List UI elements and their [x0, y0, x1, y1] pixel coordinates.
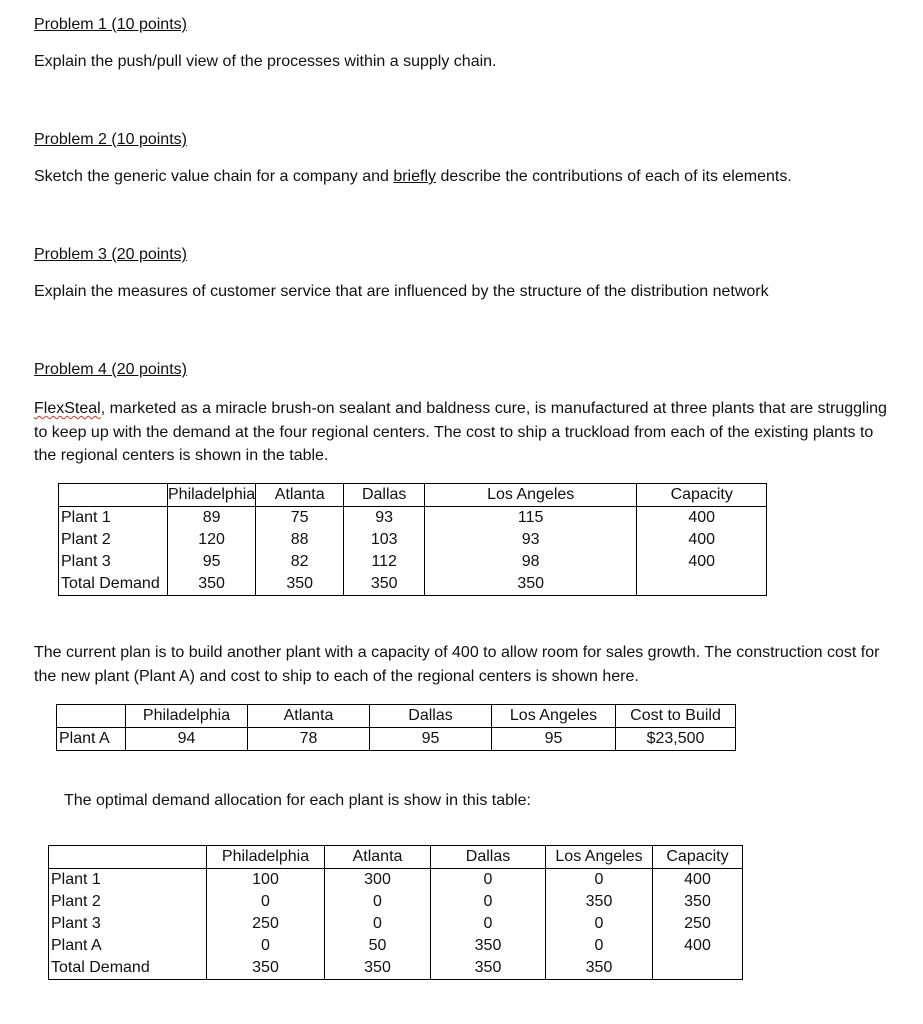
table-cell: 93 — [344, 507, 425, 530]
table-header-cell: Philadelphia — [168, 484, 256, 507]
row-label: Plant 1 — [49, 869, 207, 892]
table-cell: 93 — [425, 529, 637, 551]
table-row — [49, 891, 743, 913]
table-header-cell: Dallas — [344, 484, 425, 507]
table-cell: 350 — [431, 957, 546, 980]
table-cell: 250 — [207, 913, 325, 935]
table-cell: 350 — [325, 957, 431, 980]
table-header-cell: Los Angeles — [492, 705, 616, 728]
row-label: Plant A — [49, 935, 207, 957]
allocation-intro: The optimal demand allocation for each plant is show in this table: — [64, 792, 531, 809]
table-row — [49, 957, 743, 980]
table-cell: 0 — [325, 913, 431, 935]
table-cell: 350 — [425, 573, 637, 596]
table-row — [59, 529, 767, 551]
table-header-cell: Capacity — [637, 484, 767, 507]
table-header-cell: Dallas — [370, 705, 492, 728]
table-cell: 0 — [207, 935, 325, 957]
table-row — [59, 551, 767, 573]
table-cell: 400 — [653, 869, 743, 892]
table-cell: 350 — [168, 573, 256, 596]
table-cell: 82 — [256, 551, 344, 573]
table-cell: 0 — [546, 935, 653, 957]
table-row — [49, 935, 743, 957]
table-cell — [653, 957, 743, 980]
table-header-cell: Los Angeles — [425, 484, 637, 507]
table-header-cell: Philadelphia — [207, 846, 325, 869]
table-cell: 0 — [207, 891, 325, 913]
row-label: Plant 2 — [59, 529, 168, 551]
problem-2-text — [34, 168, 792, 186]
table-cell — [637, 573, 767, 596]
table-header-cell: Philadelphia — [126, 705, 248, 728]
table-header-cell: Cost to Build — [616, 705, 736, 728]
table-cell: 350 — [431, 935, 546, 957]
table-cell: 95 — [168, 551, 256, 573]
table-cell: 115 — [425, 507, 637, 530]
table-header-row — [59, 484, 767, 507]
table-header-cell: Atlanta — [256, 484, 344, 507]
table-cell: $23,500 — [616, 728, 736, 751]
problem-4-heading: Problem 4 (20 points) — [34, 361, 187, 378]
table-row — [59, 507, 767, 530]
table-cell: 400 — [637, 507, 767, 530]
table-cell: 0 — [431, 891, 546, 913]
problem-3-heading: Problem 3 (20 points) — [34, 246, 187, 263]
new-plant-paragraph: The current plan is to build another plant with a capacity of 400 to allow room for sales growth. The construction cost for the new plant (Plant A) and cost to ship to each of the regional centers is shown here. — [34, 644, 880, 685]
table-cell: 0 — [431, 913, 546, 935]
table-cell — [59, 484, 168, 507]
table-cell: 75 — [256, 507, 344, 530]
table-cell: 250 — [653, 913, 743, 935]
problem-1-text: Explain the push/pull view of the processes within a supply chain. — [34, 53, 497, 70]
table-row — [59, 573, 767, 596]
table-cell: 100 — [207, 869, 325, 892]
table-cell: 94 — [126, 728, 248, 751]
table-cell: 112 — [344, 551, 425, 573]
problem-2-text-start: Sketch the generic value chain for a company and — [34, 168, 394, 185]
table-cell: 95 — [370, 728, 492, 751]
table-cell: 400 — [653, 935, 743, 957]
table-cell: 400 — [637, 529, 767, 551]
table-cell: 0 — [325, 891, 431, 913]
table-row — [57, 728, 736, 751]
problem-4-intro — [34, 397, 894, 468]
table-cell — [57, 705, 126, 728]
table-cell: 98 — [425, 551, 637, 573]
table-cell: 300 — [325, 869, 431, 892]
row-label: Total Demand — [59, 573, 168, 596]
table-header-cell: Los Angeles — [546, 846, 653, 869]
shipping-cost-table — [58, 483, 767, 596]
row-label: Plant 3 — [49, 913, 207, 935]
allocation-table — [48, 845, 743, 980]
table-cell: 350 — [546, 957, 653, 980]
table-cell: 350 — [207, 957, 325, 980]
problem-4-intro-text: , marketed as a miracle brush-on sealant and baldness cure, is manufactured at three plants that are struggling to keep up with the demand at the four regional centers. The cost to ship a truckload from each of the existing plants to the regional centers is shown in the table. — [34, 400, 887, 464]
table-cell: 89 — [168, 507, 256, 530]
table-row — [49, 869, 743, 892]
table-cell: 50 — [325, 935, 431, 957]
table-row — [49, 913, 743, 935]
problem-1-heading: Problem 1 (10 points) — [34, 16, 187, 33]
table-cell: 350 — [546, 891, 653, 913]
row-label: Plant 3 — [59, 551, 168, 573]
table-cell: 0 — [546, 869, 653, 892]
row-label: Plant 2 — [49, 891, 207, 913]
table-header-row — [49, 846, 743, 869]
table-cell: 78 — [248, 728, 370, 751]
table-header-cell: Capacity — [653, 846, 743, 869]
table-cell: 95 — [492, 728, 616, 751]
row-label: Plant 1 — [59, 507, 168, 530]
row-label: Total Demand — [49, 957, 207, 980]
problem-3-text: Explain the measures of customer service that are influenced by the structure of the distribution network — [34, 283, 769, 300]
table-cell: 120 — [168, 529, 256, 551]
brand-name: FlexSteal — [34, 400, 101, 417]
table-cell — [49, 846, 207, 869]
row-label: Plant A — [57, 728, 126, 751]
table-header-cell: Dallas — [431, 846, 546, 869]
problem-2-emphasis: briefly — [393, 168, 437, 185]
new-plant-table — [56, 704, 736, 751]
problem-2-heading: Problem 2 (10 points) — [34, 131, 187, 148]
table-cell: 350 — [344, 573, 425, 596]
table-cell: 0 — [431, 869, 546, 892]
table-cell: 88 — [256, 529, 344, 551]
table-header-cell: Atlanta — [325, 846, 431, 869]
table-cell: 400 — [637, 551, 767, 573]
table-cell: 350 — [256, 573, 344, 596]
table-cell: 103 — [344, 529, 425, 551]
table-cell: 350 — [653, 891, 743, 913]
problem-2-text-end: describe the contributions of each of its elements. — [436, 168, 792, 185]
table-header-cell: Atlanta — [248, 705, 370, 728]
table-cell: 0 — [546, 913, 653, 935]
table-header-row — [57, 705, 736, 728]
